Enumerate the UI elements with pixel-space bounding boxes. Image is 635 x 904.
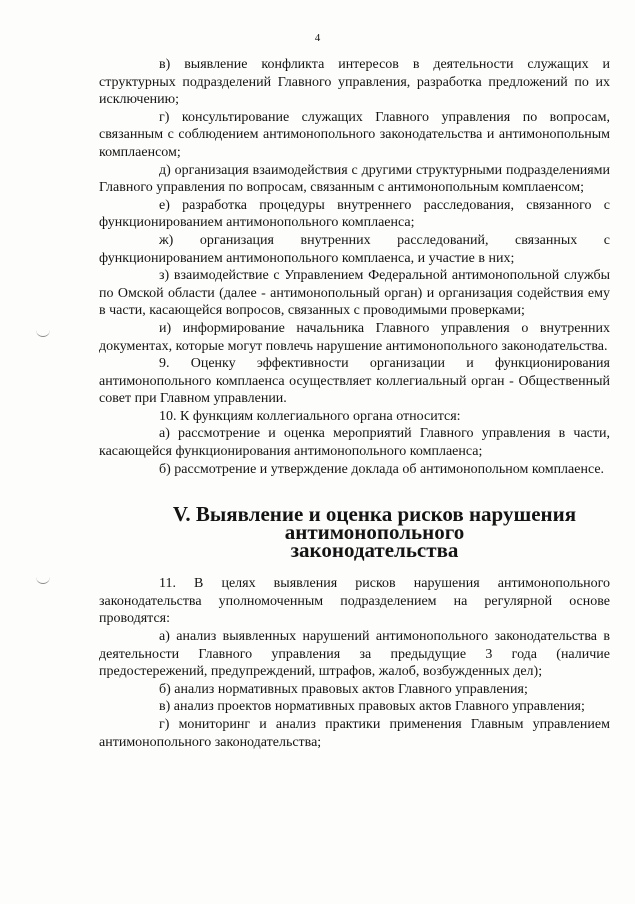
paragraph-clause-11: 11. В целях выявления рисков нарушения антимонопольного законодательства уполномоченным подразделением на регулярной основе проводятся: [99, 576, 610, 627]
paragraph-item-b-analysis: б) анализ нормативных правовых актов Главного управления; [159, 681, 528, 697]
paragraph-item-a: а) рассмотрение и оценка мероприятий Главного управления в части, касающейся функционирования антимонопольного комплаенса; [99, 426, 610, 460]
paragraph-clause-9: 9. Оценку эффективности организации и функционирования антимонопольного комплаенса осуществляет коллегиальный орган - Общественный совет при Главном управлении. [99, 356, 610, 407]
section-heading-line-1: V. Выявление и оценка рисков нарушения антимонопольного [172, 502, 577, 545]
paragraph-item-g-monitoring: г) мониторинг и анализ практики применения Главным управлением антимонопольного законодательства; [99, 717, 610, 750]
paragraph-item-v: в) выявление конфликта интересов в деятельности служащих и структурных подразделений Главного управления, разработка предложений по их исключению; [99, 57, 610, 108]
paragraph-item-zh: ж) организация внутренних расследований, связанных с функционированием антимонопольного комплаенса, и участие в них; [99, 232, 610, 266]
paragraph-item-g: г) консультирование служащих Главного управления по вопросам, связанным с соблюдением антимонопольного законодательства и антимонопольным комплаенсом; [99, 109, 610, 160]
scan-hole-mark [36, 328, 50, 337]
page-number: 4 [314, 32, 321, 44]
paragraph-item-z: з) взаимодействие с Управлением Федеральной антимонопольной службы по Омской области (далее - антимонопольный орган) и организация содействия ему в части, касающейся вопросов, связанных с проводимыми проверками; [99, 268, 610, 319]
scan-hole-mark [36, 575, 50, 584]
paragraph-clause-10: 10. К функциям коллегиального органа относится: [159, 408, 461, 424]
section-heading [99, 502, 610, 563]
paragraph-item-a-analysis: а) анализ выявленных нарушений антимонопольного законодательства в деятельности Главного управления за предыдущие 3 года (наличие предостережений, предупреждений, штрафов, жалоб, возбужденных дел); [99, 629, 610, 680]
paragraph-item-e: е) разработка процедуры внутреннего расследования, связанного с функционированием антимонопольного комплаенса; [99, 197, 610, 231]
document-body [99, 56, 610, 751]
paragraph-item-b: б) рассмотрение и утверждение доклада об антимонопольном комплаенсе. [159, 461, 605, 477]
paragraph-item-v-analysis: в) анализ проектов нормативных правовых актов Главного управления; [159, 699, 585, 715]
paragraph-item-d: д) организация взаимодействия с другими структурными подразделениями Главного управления по вопросам, связанным с антимонопольным комплаенсом; [99, 162, 610, 196]
section-heading-line-2: законодательства [290, 538, 459, 563]
paragraph-item-i: и) информирование начальника Главного управления о внутренних документах, которые могут повлечь нарушение антимонопольного законодательства. [99, 320, 610, 354]
